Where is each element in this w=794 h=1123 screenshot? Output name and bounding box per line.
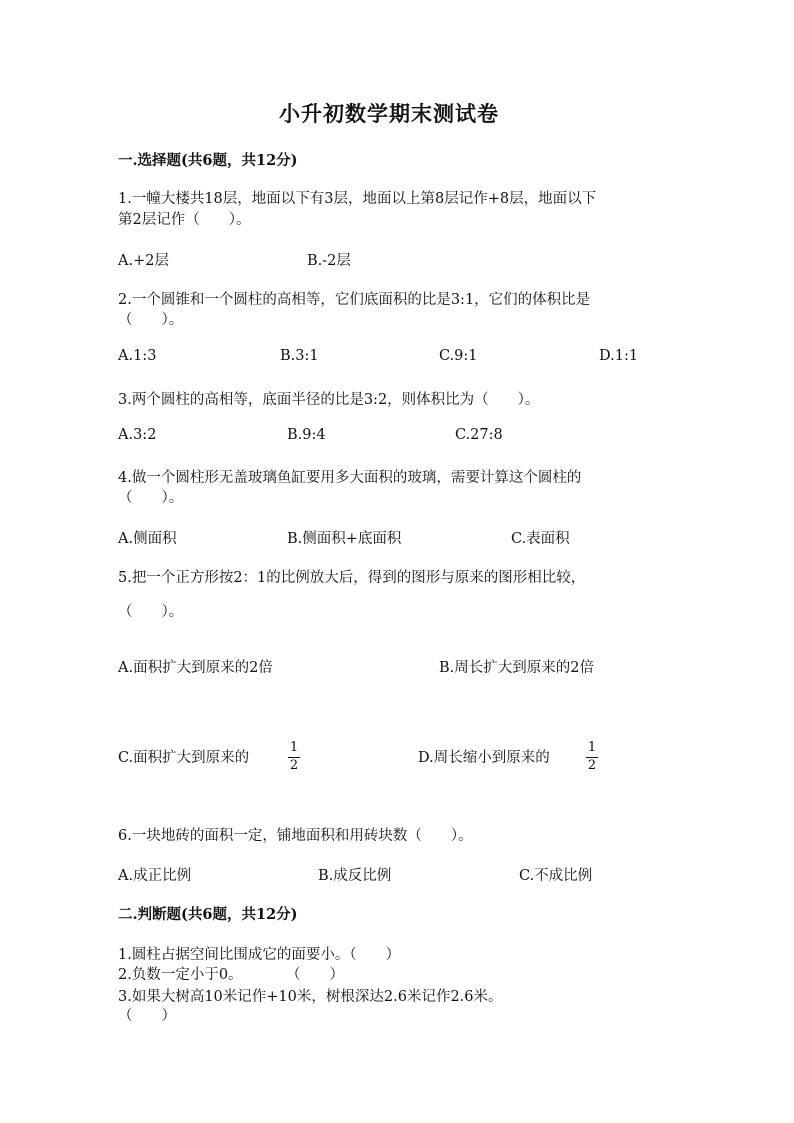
question-5-option-d-fraction: [586, 741, 598, 773]
question-1-option-a[interactable]: A.+2层: [118, 253, 169, 269]
section-2-heading: 二.判断题(共6题，共12分): [118, 906, 298, 923]
question-3-line-1: 3.两个圆柱的高相等，底面半径的比是3:2，则体积比为（ ）。: [118, 392, 540, 408]
question-5-option-b[interactable]: B.周长扩大到原来的2倍: [439, 660, 594, 676]
question-5-option-c[interactable]: C.面积扩大到原来的: [118, 750, 250, 766]
question-4-option-b[interactable]: B.侧面积+底面积: [287, 531, 402, 547]
page-title: 小升初数学期末测试卷: [279, 101, 499, 126]
question-5-line-1: 5.把一个正方形按2：1的比例放大后，得到的图形与原来的图形相比较，: [118, 570, 586, 586]
question-4-option-c[interactable]: C.表面积: [511, 531, 570, 547]
question-5-option-d[interactable]: D.周长缩小到原来的: [418, 750, 550, 766]
question-5-option-a[interactable]: A.面积扩大到原来的2倍: [118, 660, 273, 676]
question-2-line-2: （ ）。: [118, 312, 184, 328]
section-1-heading: 一.选择题(共6题，共12分): [118, 152, 298, 169]
question-2-line-1: 2.一个圆锥和一个圆柱的高相等，它们底面积的比是3:1，它们的体积比是: [118, 292, 591, 308]
question-3-option-c[interactable]: C.27:8: [455, 427, 503, 443]
question-4-option-a[interactable]: A.侧面积: [118, 531, 177, 547]
question-5-option-c-fraction: [288, 741, 300, 773]
fraction-denominator: 2: [289, 758, 299, 773]
question-4-line-1: 4.做一个圆柱形无盖玻璃鱼缸要用多大面积的玻璃，需要计算这个圆柱的: [118, 470, 582, 486]
question-1-line-2: 第2层记作（ ）。: [118, 212, 251, 228]
question-6-option-c[interactable]: C.不成比例: [519, 868, 593, 884]
question-1-option-b[interactable]: B.-2层: [307, 253, 351, 269]
question-2-option-b[interactable]: B.3:1: [280, 348, 319, 364]
judge-item-2: 2.负数一定小于0。 （ ）: [118, 967, 345, 983]
fraction-denominator: 2: [587, 758, 597, 773]
question-2-option-c[interactable]: C.9:1: [439, 348, 478, 364]
question-2-option-a[interactable]: A.1:3: [118, 348, 157, 364]
question-4-line-2: （ ）。: [118, 490, 184, 506]
question-5-line-2: （ ）。: [118, 604, 184, 620]
fraction-numerator: 1: [587, 740, 597, 755]
question-6-option-b[interactable]: B.成反比例: [318, 868, 392, 884]
question-3-option-a[interactable]: A.3:2: [118, 427, 157, 443]
question-6-option-a[interactable]: A.成正比例: [118, 868, 192, 884]
question-2-option-d[interactable]: D.1:1: [599, 348, 639, 364]
question-1-line-1: 1.一幢大楼共18层，地面以下有3层，地面以上第8层记作+8层，地面以下: [118, 191, 597, 207]
judge-item-3: 3.如果大树高10米记作+10米，树根深达2.6米记作2.6米。: [118, 989, 503, 1005]
judge-item-3-line-2: （ ）: [118, 1008, 176, 1024]
question-6-line-1: 6.一块地砖的面积一定，铺地面积和用砖块数（ ）。: [118, 828, 473, 844]
judge-item-1: 1.圆柱占据空间比围成它的面要小。（ ）: [118, 947, 401, 963]
question-3-option-b[interactable]: B.9:4: [287, 427, 326, 443]
fraction-numerator: 1: [289, 740, 299, 755]
